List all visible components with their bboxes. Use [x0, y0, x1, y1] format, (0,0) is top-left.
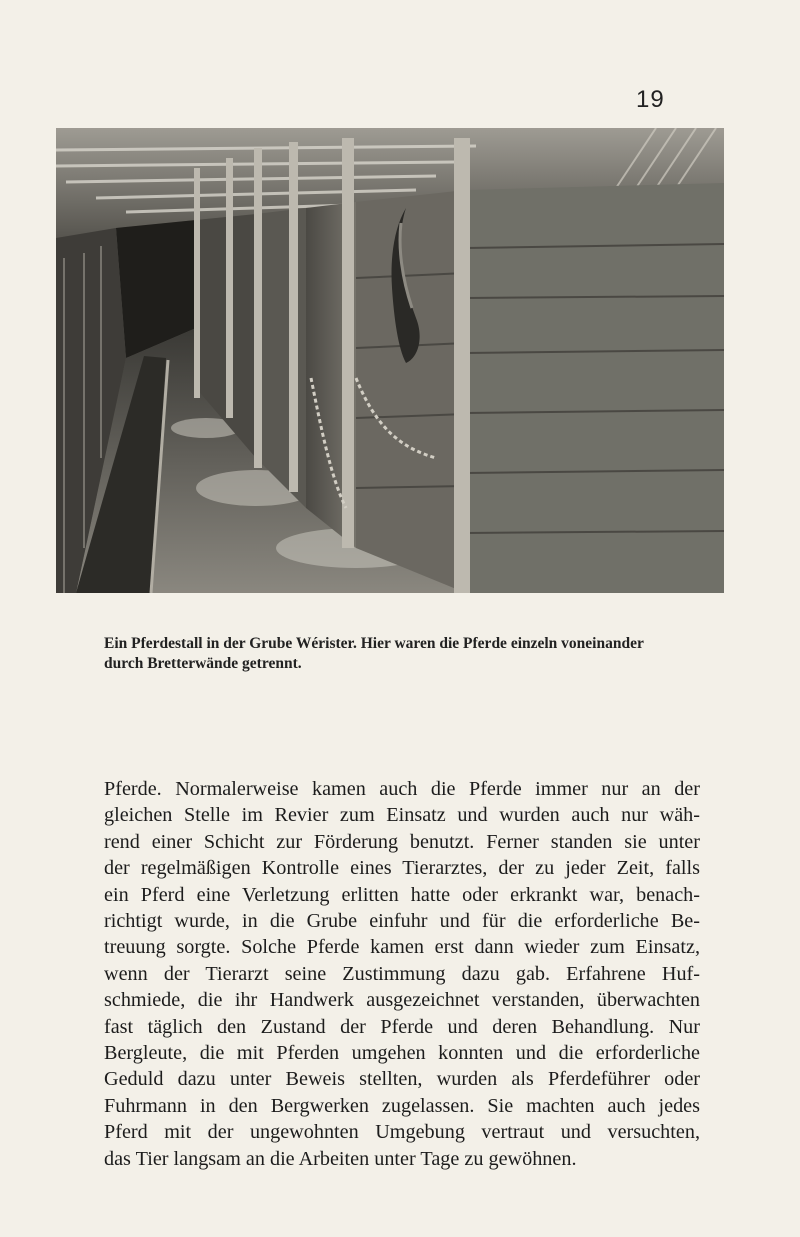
body-paragraph	[104, 776, 700, 1172]
stable-photo-drawing	[56, 128, 724, 593]
text-line: das Tier langsam an die Arbeiten unter Tage zu gewöhnen.	[104, 1147, 577, 1170]
text-line: ein Pferd eine Verletzung erlitten hatte oder erkrankt war, benach-	[104, 883, 700, 906]
text-line: Pferde. Normalerweise kamen auch die Pferde immer nur an der	[104, 778, 700, 800]
caption-line: durch Bretterwände getrennt.	[104, 655, 302, 672]
text-line: der regelmäßigen Kontrolle eines Tierarztes, der zu jeder Zeit, falls	[104, 857, 700, 880]
text-line: richtigt wurde, in die Grube einfuhr und für die erforderliche Be-	[104, 910, 700, 933]
text-line: wenn der Tierarzt seine Zustimmung dazu gab. Erfahrene Huf-	[104, 962, 700, 985]
text-line: rend einer Schicht zur Förderung benutzt. Ferner standen sie unter	[104, 830, 700, 853]
text-line: treuung sorgte. Solche Pferde kamen erst dann wieder zum Einsatz,	[104, 936, 700, 959]
text-line: Geduld dazu unter Beweis stellten, wurden als Pferdeführer oder	[104, 1068, 700, 1091]
caption-line: Ein Pferdestall in der Grube Wérister. Hier waren die Pferde einzeln voneinander	[104, 635, 644, 652]
figure-caption	[104, 634, 694, 674]
text-line: Fuhrmann in den Bergwerken zugelassen. Sie machten auch jedes	[104, 1094, 700, 1117]
stable-photo	[56, 128, 724, 593]
text-line: Bergleute, die mit Pferden umgehen konnten und die erforderliche	[104, 1042, 700, 1065]
text-line: schmiede, die ihr Handwerk ausgezeichnet verstanden, überwachten	[104, 989, 700, 1012]
text-line: fast täglich den Zustand der Pferde und deren Behandlung. Nur	[104, 1015, 700, 1038]
page-number: 19	[636, 86, 665, 113]
text-line: gleichen Stelle im Revier zum Einsatz und wurden auch nur wäh-	[104, 804, 700, 827]
text-line: Pferd mit der ungewohnten Umgebung vertraut und versuchten,	[104, 1121, 700, 1144]
